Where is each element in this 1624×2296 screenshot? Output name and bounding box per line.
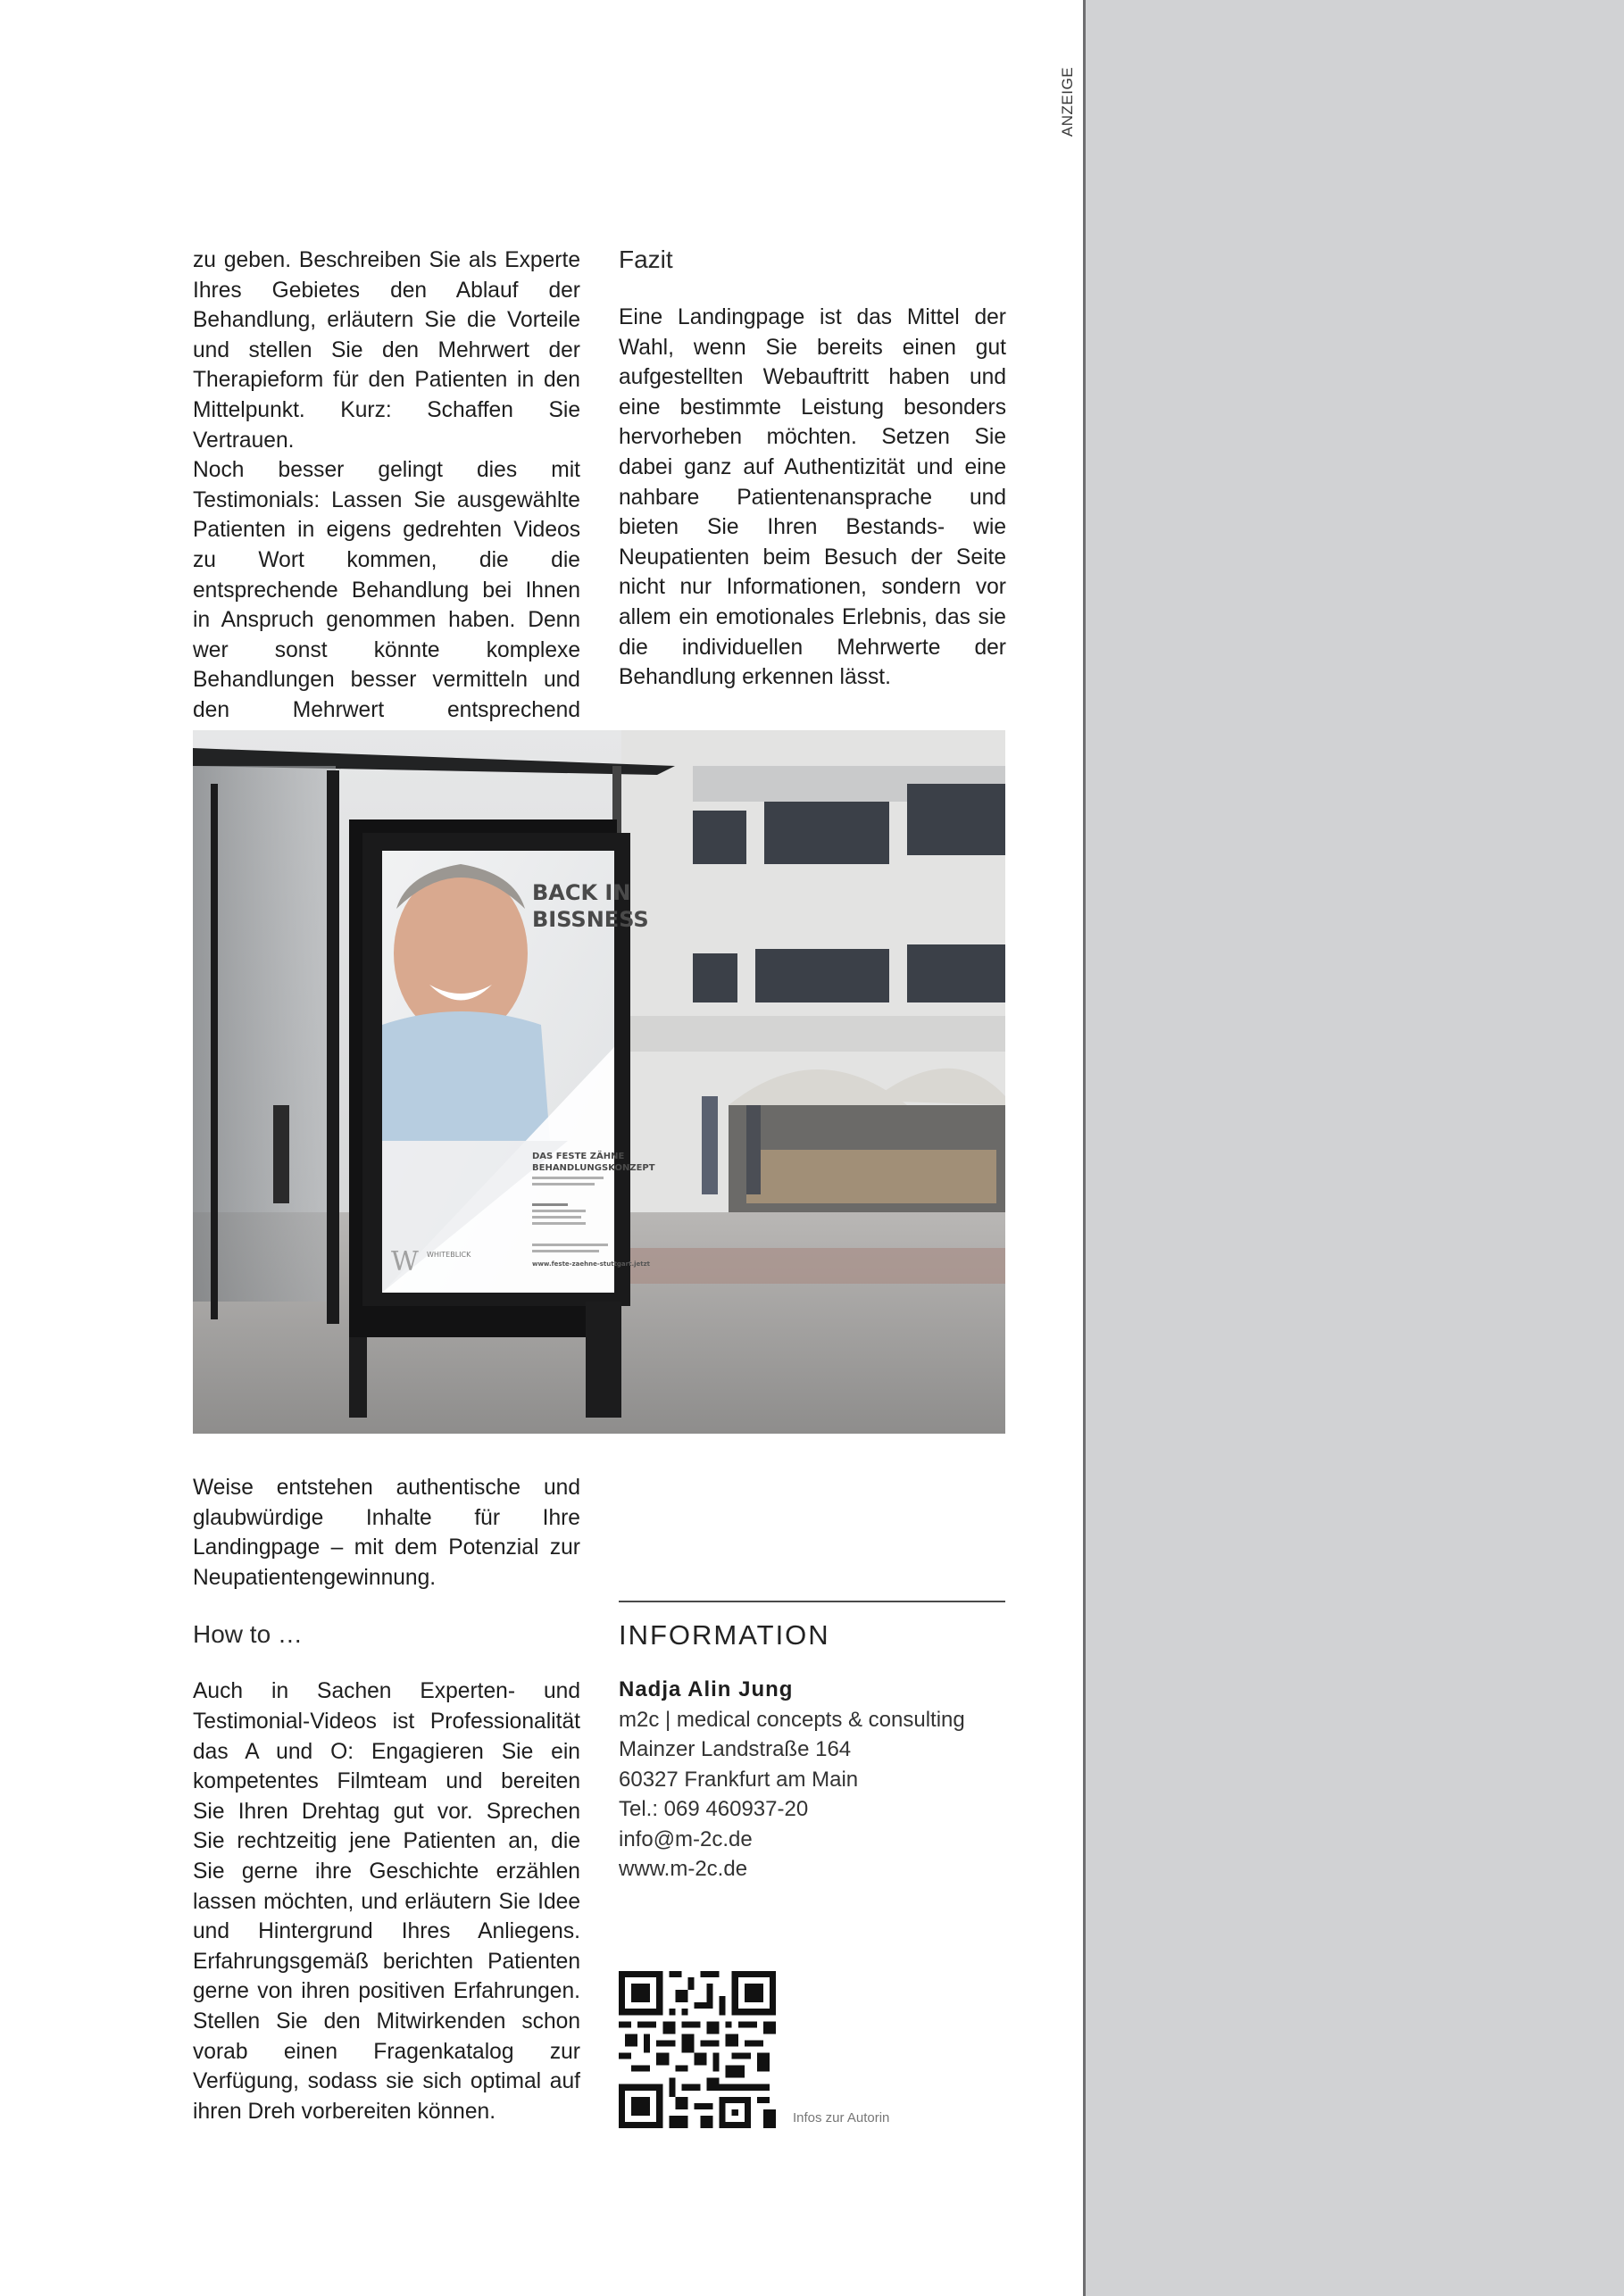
svg-text:W: W bbox=[391, 1246, 419, 1277]
info-divider bbox=[619, 1601, 1005, 1602]
qr-code-icon[interactable] bbox=[619, 1971, 776, 2128]
poster-headline-1: BACK IN bbox=[532, 880, 631, 905]
phone-number: Tel.: 069 460937-20 bbox=[619, 1797, 809, 1822]
anzeige-label bbox=[1054, 66, 1081, 137]
side-margin-panel bbox=[1083, 0, 1624, 2296]
howto-paragraph: Auch in Sachen Experten- und Testimonial-Videos ist Professionalität das A und O: Engagieren Sie ein kompetentes Filmteam und bereiten Sie Ihren Drehtag gut vor. Sprechen Sie rechtzeitig jene Patienten an, die Sie gerne ihre Geschichte erzählen lassen möchten, und erläutern Sie Idee und Hintergrund Ihres Anliegens. Erfahrungsgemäß berichten Patienten gerne von ihren positiven Erfahrungen. Stellen Sie den Mitwirkenden schon vorab einen Fragenkatalog zur Verfügung, sodass sie sich optimal auf ihren Dreh vorbereiten können. bbox=[193, 1679, 580, 2124]
email-link[interactable]: info@m-2c.de bbox=[619, 1826, 753, 1851]
author-name: Nadja Alin Jung bbox=[619, 1677, 794, 1701]
right-column-top bbox=[619, 244, 1006, 693]
fazit-paragraph: Eine Landingpage ist das Mittel der Wahl, wenn Sie bereits einen gut aufgestellten Webauftritt haben und eine bestimmte Leistung besonders hervorheben möchten. Setzen Sie dabei ganz auf Authentizität und eine nahbare Patientenansprache und bieten Sie Ihren Bestands- wie Neupatienten beim Besuch der Seite nicht nur Informationen, sondern vor allem ein emotionales Erlebnis, das sie die individuellen Mehrwerte der Behandlung erkennen lässt. bbox=[619, 305, 1006, 690]
company-name: m2c | medical concepts & consulting bbox=[619, 1708, 965, 1732]
testimonial-paragraph: Noch besser gelingt dies mit Testimonials: Lassen Sie ausgewählte Patienten in eigens gedrehten Videos zu Wort kommen, die die entsprechende Behandlung bei Ihnen in Anspruch genommen haben. Denn wer sonst könnte komplexe Behandlungen besser vermitteln und den Mehrwert entsprechend bbox=[193, 458, 580, 722]
intro-paragraph: zu geben. Beschreiben Sie als Experte Ihres Gebietes den Ablauf der Behandlung, erläutern Sie die Vorteile und stellen Sie den Mehrwert der Therapieform für den Patienten in den Mittelpunkt. Kurz: Schaffen Sie Vertrauen. bbox=[193, 248, 580, 453]
city-address: 60327 Frankfurt am Main bbox=[619, 1767, 859, 1792]
left-column-bottom bbox=[193, 1473, 580, 2126]
left-column-top bbox=[193, 245, 580, 755]
poster-brand: WHITEBLICK bbox=[427, 1251, 471, 1259]
poster-sub-2: BEHANDLUNGSKONZEPT bbox=[532, 1163, 655, 1173]
howto-heading: How to … bbox=[193, 1620, 303, 1649]
information-box bbox=[619, 1616, 1012, 1884]
poster-url: www.feste-zaehne-stuttgart.jetzt bbox=[532, 1260, 651, 1268]
poster-headline-2: BISSNESS bbox=[532, 907, 649, 932]
poster-sub-1: DAS FESTE ZÄHNE bbox=[532, 1152, 625, 1161]
bus-stop-poster-photo bbox=[193, 730, 1005, 1434]
website-link[interactable]: www.m-2c.de bbox=[619, 1857, 748, 1882]
qr-caption: Infos zur Autorin bbox=[793, 2110, 890, 2125]
street-address: Mainzer Landstraße 164 bbox=[619, 1737, 852, 1762]
anzeige-text: ANZEIGE bbox=[1059, 66, 1076, 137]
fazit-heading: Fazit bbox=[619, 245, 673, 273]
information-title: INFORMATION bbox=[619, 1619, 830, 1651]
authentic-content-paragraph: Weise entstehen authentische und glaubwürdige Inhalte für Ihre Landingpage – mit dem Potenzial zur Neupatientengewinnung. bbox=[193, 1476, 580, 1590]
